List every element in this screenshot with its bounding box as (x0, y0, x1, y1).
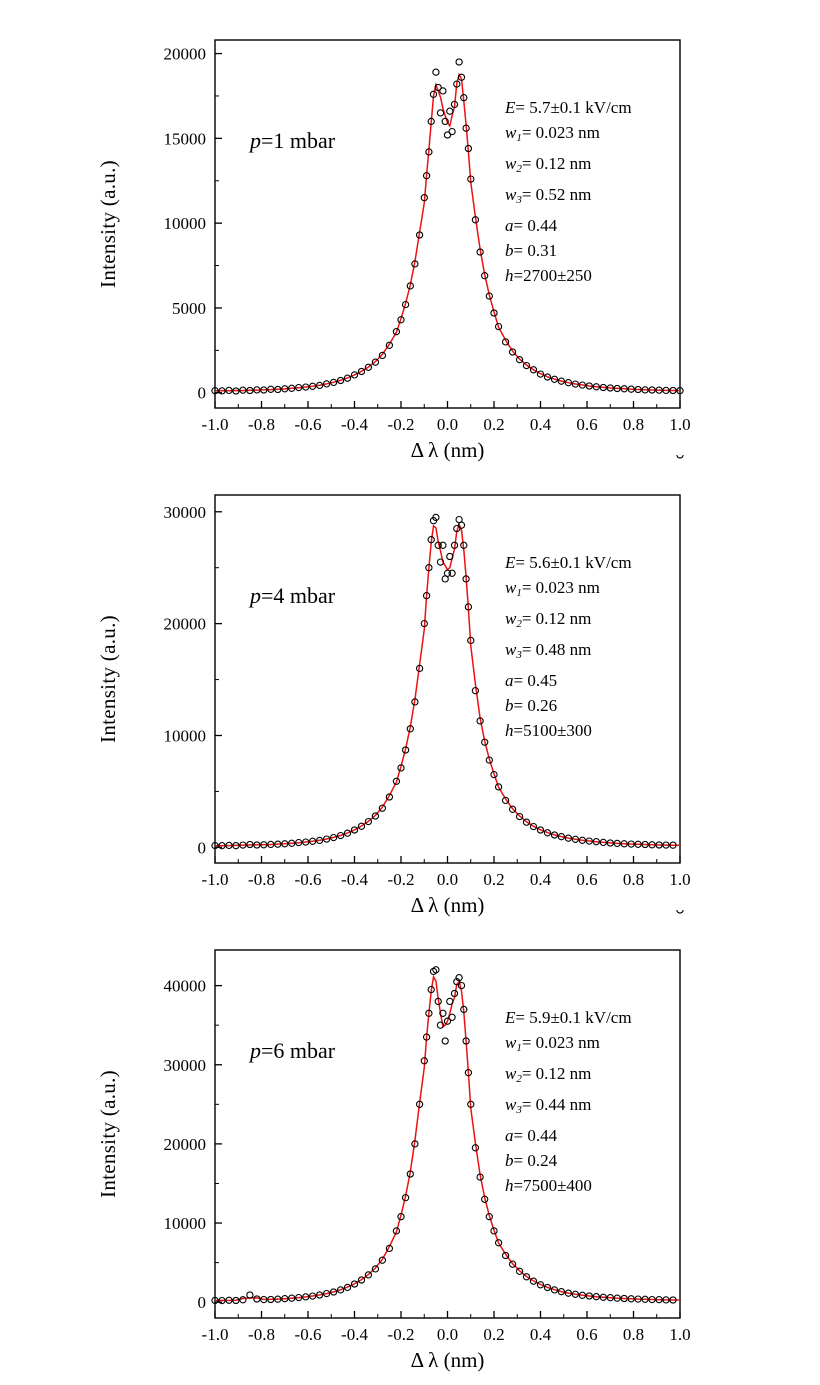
fit-parameter-b (505, 693, 632, 718)
panel-title-value: =4 mbar (261, 583, 336, 608)
x-tick-label: 1.0 (669, 415, 691, 434)
x-tick-label: 0.2 (483, 1325, 505, 1344)
fit-parameter-w2 (505, 1061, 632, 1092)
param-subscript: 1 (516, 1042, 522, 1054)
param-value: = 0.12 nm (521, 154, 592, 173)
panel-title (250, 128, 335, 154)
fit-parameter-E (505, 1005, 632, 1030)
x-tick-label: 0.8 (622, 415, 645, 434)
y-tick-label: 30000 (163, 502, 206, 522)
y-tick-label: 0 (197, 1293, 206, 1313)
x-tick-label: -0.2 (387, 1325, 415, 1344)
x-axis-label: Δ λ (nm) (410, 438, 485, 462)
param-symbol: a (505, 216, 514, 235)
param-symbol: a (505, 1126, 514, 1145)
param-subscript: 1 (516, 132, 522, 144)
param-symbol: b (505, 241, 514, 260)
fit-parameter-w2 (505, 151, 632, 182)
x-tick-label: 0.6 (576, 415, 598, 434)
fit-parameter-w1 (505, 120, 632, 151)
param-subscript: 3 (516, 649, 522, 661)
x-tick-label: -0.2 (387, 415, 415, 434)
fit-parameter-w1 (505, 1030, 632, 1061)
param-value: = 0.023 nm (521, 123, 600, 142)
param-value: = 5.7±0.1 kV/cm (515, 98, 632, 117)
param-value: = 0.44 (513, 1126, 558, 1145)
x-tick-label: -0.2 (387, 870, 415, 889)
param-symbol: h (505, 1176, 514, 1195)
param-value: = 0.31 (513, 241, 558, 260)
param-symbol: w (505, 1033, 517, 1052)
param-subscript: 3 (516, 1104, 522, 1116)
fit-parameter-h (505, 263, 632, 288)
fit-parameters (505, 550, 632, 743)
param-symbol: w (505, 609, 517, 628)
x-tick-label: 0.4 (529, 870, 552, 889)
y-tick-label: 0 (197, 383, 206, 403)
param-symbol: w (505, 123, 517, 142)
x-tick-label: -1.0 (201, 870, 229, 889)
y-axis-label: Intensity (a.u.) (96, 615, 120, 743)
y-tick-label: 10000 (163, 214, 206, 234)
x-tick-label: -1.0 (201, 1325, 229, 1344)
param-value: = 0.26 (513, 696, 558, 715)
y-tick-label: 40000 (163, 976, 206, 996)
x-tick-label: -0.6 (294, 1325, 322, 1344)
fit-parameter-h (505, 1173, 632, 1198)
panel-title-symbol: p (250, 128, 261, 153)
x-tick-label: 0.8 (622, 1325, 645, 1344)
y-tick-label: 20000 (163, 44, 206, 64)
param-value: =5100±300 (513, 721, 592, 740)
fit-parameter-b (505, 1148, 632, 1173)
x-tick-label: -0.4 (341, 1325, 368, 1344)
param-symbol: E (505, 98, 516, 117)
panel-title (250, 1038, 335, 1064)
fit-parameter-a (505, 1123, 632, 1148)
param-value: =2700±250 (513, 266, 592, 285)
fit-parameter-w3 (505, 182, 632, 213)
x-tick-label: 1.0 (669, 1325, 691, 1344)
param-subscript: 2 (516, 618, 522, 630)
y-tick-label: 15000 (163, 129, 206, 149)
plot-area (0, 455, 820, 910)
fit-parameter-E (505, 95, 632, 120)
x-tick-label: -0.6 (294, 870, 322, 889)
panel-title (250, 583, 335, 609)
param-value: =7500±400 (513, 1176, 592, 1195)
y-axis-label: Intensity (a.u.) (96, 160, 120, 288)
param-symbol: E (505, 1008, 516, 1027)
x-tick-label: 0.2 (483, 415, 505, 434)
fit-parameter-E (505, 550, 632, 575)
y-tick-label: 10000 (163, 1214, 206, 1234)
y-axis-label: Intensity (a.u.) (96, 1070, 120, 1198)
panel-1mbar (0, 0, 820, 462)
y-tick-label: 5000 (172, 298, 206, 318)
fit-parameter-a (505, 213, 632, 238)
x-tick-label: 0.0 (436, 415, 459, 434)
fit-parameter-w1 (505, 575, 632, 606)
fit-parameter-b (505, 238, 632, 263)
param-symbol: h (505, 721, 514, 740)
param-symbol: b (505, 696, 514, 715)
x-tick-label: 0.4 (529, 1325, 552, 1344)
x-tick-label: -0.8 (248, 415, 275, 434)
x-tick-label: -1.0 (201, 415, 229, 434)
param-value: = 0.45 (513, 671, 558, 690)
param-symbol: w (505, 154, 517, 173)
fit-parameter-h (505, 718, 632, 743)
plot-area (0, 0, 820, 455)
x-tick-label: 0.0 (436, 1325, 459, 1344)
fit-parameters (505, 95, 632, 288)
param-symbol: b (505, 1151, 514, 1170)
y-tick-label: 30000 (163, 1055, 206, 1075)
param-symbol: a (505, 671, 514, 690)
plot-area (0, 910, 820, 1365)
param-subscript: 1 (516, 587, 522, 599)
param-value: = 0.52 nm (521, 185, 592, 204)
x-tick-label: -0.4 (341, 870, 368, 889)
panel-title-value: =1 mbar (261, 128, 336, 153)
param-value: = 0.44 nm (521, 1095, 592, 1114)
y-tick-label: 10000 (163, 726, 206, 746)
panel-title-symbol: p (250, 1038, 261, 1063)
y-tick-label: 20000 (163, 614, 206, 634)
fit-parameter-a (505, 668, 632, 693)
param-symbol: h (505, 266, 514, 285)
fit-parameter-w2 (505, 606, 632, 637)
param-symbol: w (505, 185, 517, 204)
param-value: = 0.44 (513, 216, 558, 235)
x-tick-label: 0.6 (576, 1325, 598, 1344)
param-subscript: 3 (516, 194, 522, 206)
x-tick-label: -0.8 (248, 870, 275, 889)
x-axis-label: Δ λ (nm) (410, 1348, 485, 1372)
fit-parameter-w3 (505, 1092, 632, 1123)
panel-6mbar (0, 910, 820, 1372)
fit-parameters (505, 1005, 632, 1198)
param-symbol: w (505, 1095, 517, 1114)
param-symbol: w (505, 640, 517, 659)
x-tick-label: 0.4 (529, 415, 552, 434)
param-value: = 0.12 nm (521, 609, 592, 628)
param-symbol: w (505, 1064, 517, 1083)
y-tick-label: 0 (197, 838, 206, 858)
x-tick-label: 1.0 (669, 870, 691, 889)
param-value: = 5.6±0.1 kV/cm (515, 553, 632, 572)
param-value: = 0.24 (513, 1151, 558, 1170)
param-subscript: 2 (516, 1073, 522, 1085)
fit-parameter-w3 (505, 637, 632, 668)
x-tick-label: -0.6 (294, 415, 322, 434)
panel-4mbar (0, 455, 820, 917)
param-value: = 0.023 nm (521, 578, 600, 597)
param-value: = 0.48 nm (521, 640, 592, 659)
param-symbol: w (505, 578, 517, 597)
x-tick-label: 0.2 (483, 870, 505, 889)
x-tick-label: 0.8 (622, 870, 645, 889)
x-tick-label: -0.4 (341, 415, 368, 434)
panel-title-symbol: p (250, 583, 261, 608)
param-value: = 0.12 nm (521, 1064, 592, 1083)
param-value: = 0.023 nm (521, 1033, 600, 1052)
panel-title-value: =6 mbar (261, 1038, 336, 1063)
x-tick-label: -0.8 (248, 1325, 275, 1344)
y-tick-label: 20000 (163, 1134, 206, 1154)
param-value: = 5.9±0.1 kV/cm (515, 1008, 632, 1027)
x-tick-label: 0.6 (576, 870, 598, 889)
param-symbol: E (505, 553, 516, 572)
param-subscript: 2 (516, 163, 522, 175)
x-axis-label: Δ λ (nm) (410, 893, 485, 917)
x-tick-label: 0.0 (436, 870, 459, 889)
